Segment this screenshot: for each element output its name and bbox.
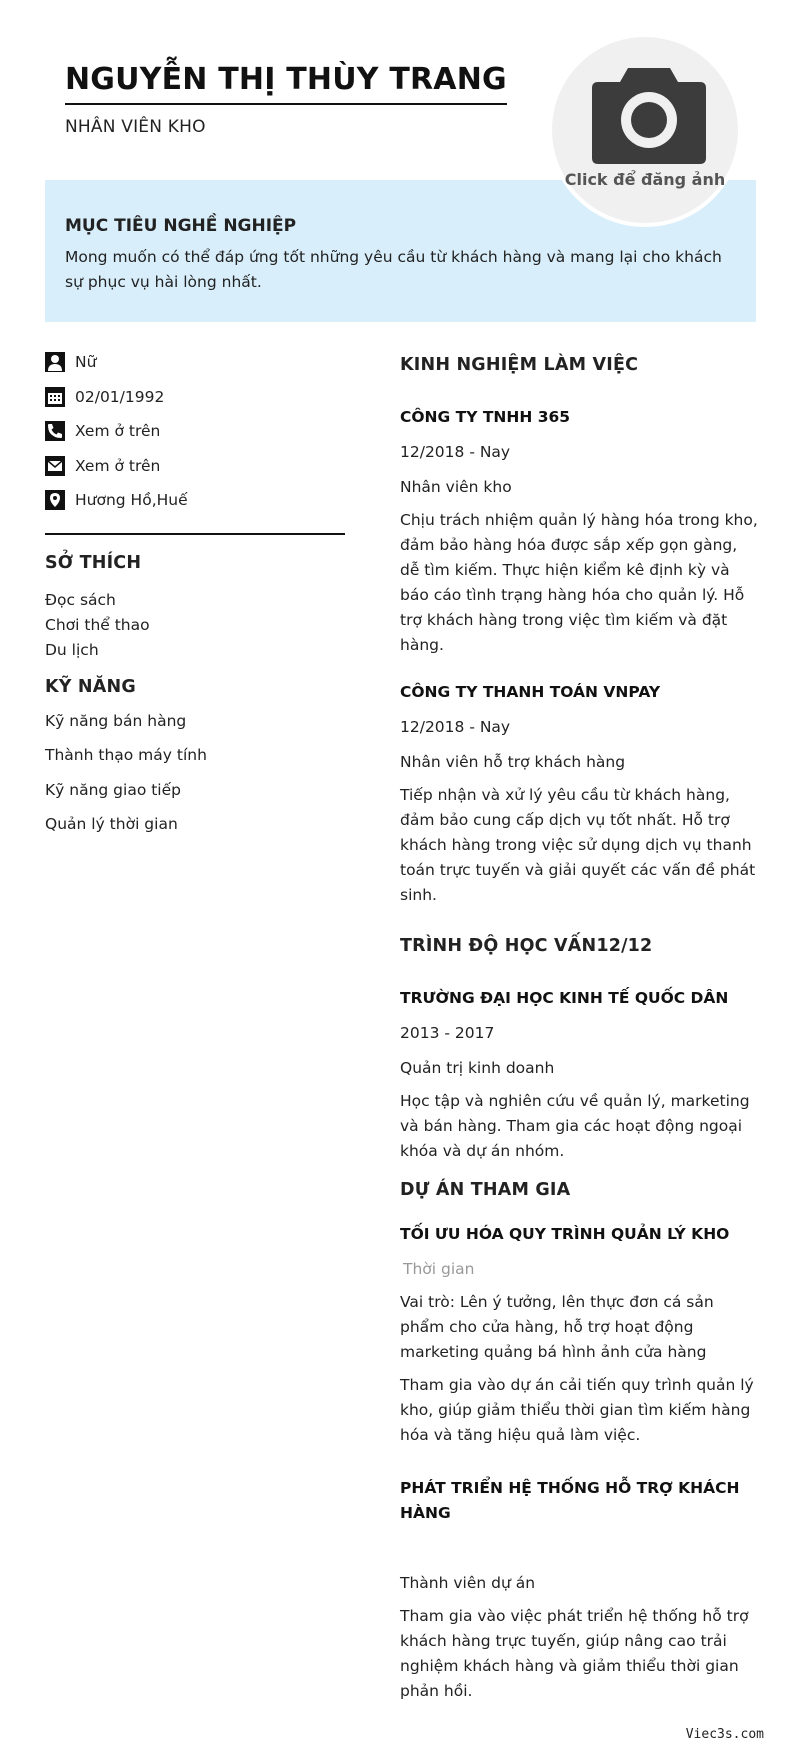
skill-item[interactable]: Kỹ năng giao tiếp bbox=[45, 780, 181, 799]
right-column bbox=[400, 355, 760, 1704]
contact-email bbox=[45, 449, 345, 484]
study-period[interactable]: 2013 - 2017 bbox=[400, 1024, 495, 1042]
project-role[interactable]: Vai trò: Lên ý tưởng, lên thực đơn cá sản phẩm cho cửa hàng, hỗ trợ hoạt động marketing quảng bá hình ảnh cửa hàng bbox=[400, 1293, 714, 1361]
project-item bbox=[400, 1476, 760, 1704]
contact-gender bbox=[45, 345, 345, 380]
work-period[interactable]: 12/2018 - Nay bbox=[400, 718, 511, 736]
education-item bbox=[400, 986, 760, 1164]
location-pin-icon bbox=[45, 490, 65, 510]
calendar-icon bbox=[45, 387, 65, 407]
camera-icon bbox=[590, 64, 708, 166]
birthday-value[interactable]: 02/01/1992 bbox=[75, 387, 165, 406]
job-description[interactable]: Chịu trách nhiệm quản lý hàng hóa trong kho, đảm bảo hàng hóa được sắp xếp gọn gàng, dễ tìm kiếm. Thực hiện kiểm kê định kỳ và báo cáo tình trạng hàng hóa cho quản lý. Hỗ trợ khách hàng trong việc tìm kiếm và đặt hàng. bbox=[400, 511, 758, 654]
gender-value[interactable]: Nữ bbox=[75, 353, 97, 372]
skills-title: KỸ NĂNG bbox=[45, 676, 136, 697]
skill-item[interactable]: Kỹ năng bán hàng bbox=[45, 711, 187, 730]
skill-item[interactable]: Quản lý thời gian bbox=[45, 815, 178, 833]
left-column bbox=[45, 345, 345, 847]
study-description[interactable]: Học tập và nghiên cứu về quản lý, marketing và bán hàng. Tham gia các hoạt động ngoại khóa và dự án nhóm. bbox=[400, 1092, 750, 1160]
study-major[interactable]: Quản trị kinh doanh bbox=[400, 1059, 555, 1077]
hobbies-list bbox=[45, 588, 345, 663]
cv-header bbox=[65, 62, 507, 137]
candidate-name[interactable]: NGUYỄN THỊ THÙY TRANG bbox=[65, 62, 507, 105]
school-name[interactable]: TRƯỜNG ĐẠI HỌC KINH TẾ QUỐC DÂN bbox=[400, 989, 729, 1007]
hobbies-title: SỞ THÍCH bbox=[45, 552, 142, 573]
project-name[interactable]: PHÁT TRIỂN HỆ THỐNG HỖ TRỢ KHÁCH HÀNG bbox=[400, 1479, 740, 1522]
candidate-position[interactable]: NHÂN VIÊN KHO bbox=[65, 117, 206, 137]
phone-icon bbox=[45, 421, 65, 441]
objective-text[interactable]: Mong muốn có thể đáp ứng tốt những yêu cầu từ khách hàng và mang lại cho khách sự phục vụ hài lòng nhất. bbox=[65, 248, 722, 291]
contact-birthday bbox=[45, 380, 345, 415]
mail-icon bbox=[45, 456, 65, 476]
job-description[interactable]: Tiếp nhận và xử lý yêu cầu từ khách hàng, đảm bảo cung cấp dịch vụ tốt nhất. Hỗ trợ khách hàng trong việc sử dụng dịch vụ thanh toán trực tuyến và giải quyết các vấn đề phát sinh. bbox=[400, 786, 756, 904]
hobby-item[interactable]: Đọc sách bbox=[45, 590, 116, 609]
work-period[interactable]: 12/2018 - Nay bbox=[400, 443, 511, 461]
skill-item[interactable]: Thành thạo máy tính bbox=[45, 746, 207, 764]
project-name[interactable]: TỐI ƯU HÓA QUY TRÌNH QUẢN LÝ KHO bbox=[400, 1225, 730, 1243]
job-role[interactable]: Nhân viên kho bbox=[400, 478, 512, 496]
objective-title: MỤC TIÊU NGHỀ NGHIỆP bbox=[65, 216, 297, 236]
job-role[interactable]: Nhân viên hỗ trợ khách hàng bbox=[400, 753, 626, 771]
company-name[interactable]: CÔNG TY TNHH 365 bbox=[400, 408, 571, 426]
contact-phone bbox=[45, 414, 345, 449]
hobby-item[interactable]: Du lịch bbox=[45, 640, 99, 659]
phone-value[interactable]: Xem ở trên bbox=[75, 422, 161, 441]
project-description[interactable]: Tham gia vào dự án cải tiến quy trình quản lý kho, giúp giảm thiểu thời gian tìm kiếm hàng hóa và tăng hiệu quả làm việc. bbox=[400, 1376, 754, 1444]
experience-title: KINH NGHIỆM LÀM VIỆC bbox=[400, 355, 639, 375]
education-title: TRÌNH ĐỘ HỌC VẤN12/12 bbox=[400, 936, 653, 956]
hobby-item[interactable]: Chơi thể thao bbox=[45, 615, 150, 634]
watermark: Viec3s.com bbox=[685, 1727, 764, 1742]
skills-list bbox=[45, 709, 345, 847]
project-description[interactable]: Tham gia vào việc phát triển hệ thống hỗ trợ khách hàng trực tuyến, giúp nâng cao trải nghiệm khách hàng và giảm thiểu thời gian phản hồi. bbox=[400, 1607, 749, 1700]
address-value[interactable]: Hương Hồ,Huế bbox=[75, 491, 188, 510]
project-role[interactable]: Thành viên dự án bbox=[400, 1574, 536, 1592]
project-time-placeholder[interactable]: Thời gian bbox=[403, 1260, 475, 1278]
person-icon bbox=[45, 352, 65, 372]
project-item bbox=[400, 1222, 760, 1448]
projects-title: DỰ ÁN THAM GIA bbox=[400, 1180, 571, 1200]
contact-info bbox=[45, 345, 345, 518]
experience-item bbox=[400, 405, 760, 658]
contact-address bbox=[45, 483, 345, 518]
photo-upload-label: Click để đăng ảnh bbox=[564, 170, 726, 189]
email-value[interactable]: Xem ở trên bbox=[75, 456, 161, 475]
photo-upload[interactable] bbox=[548, 33, 742, 227]
experience-item bbox=[400, 680, 760, 908]
section-divider bbox=[45, 533, 345, 535]
company-name[interactable]: CÔNG TY THANH TOÁN VNPAY bbox=[400, 683, 661, 701]
